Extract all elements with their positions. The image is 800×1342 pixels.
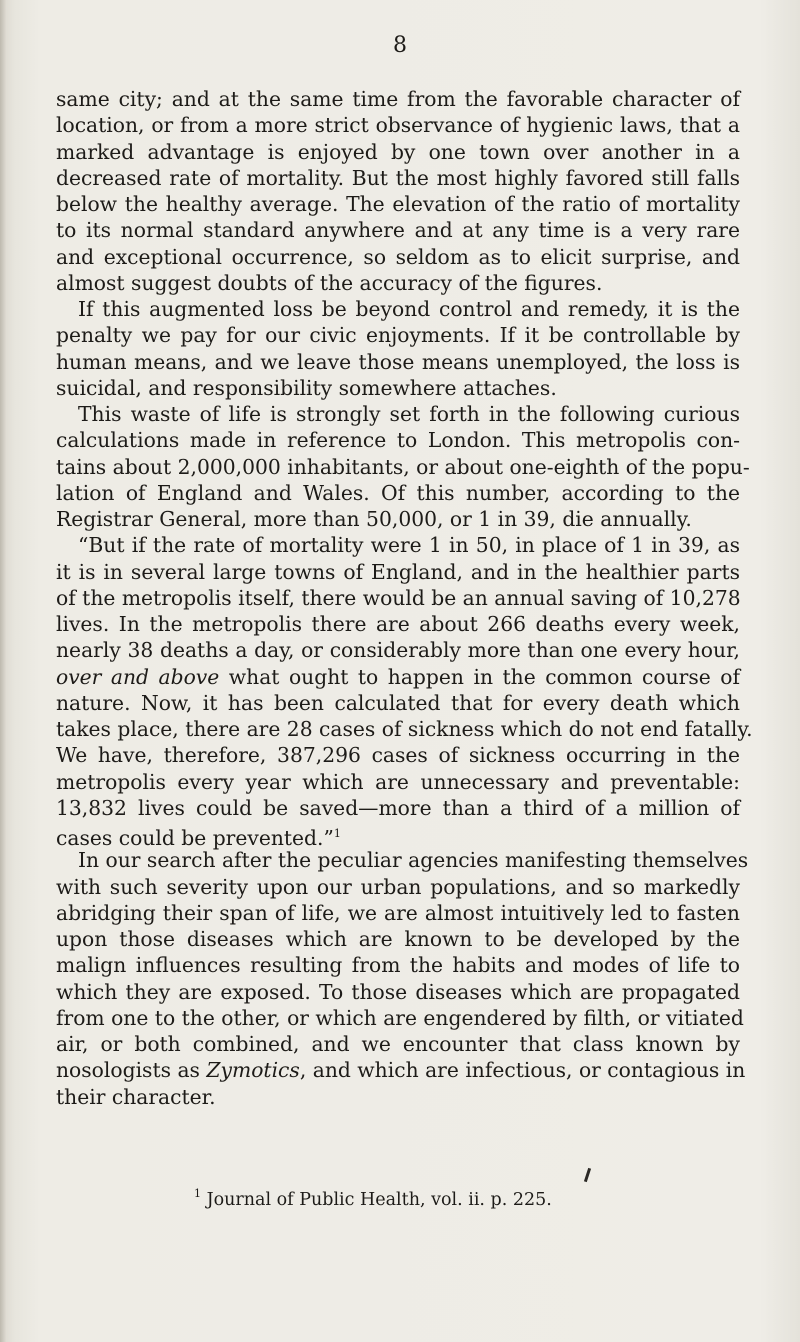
text-line: penalty we pay for our civic enjoyments. If it be controllable by [56, 323, 740, 348]
footnote [194, 1187, 552, 1210]
text-line: upon those diseases which are known to be developed by the [56, 927, 740, 951]
text-line: calculations made in reference to London. This metropolis con- [56, 428, 740, 453]
text-segment: cases could be prevented.” [56, 826, 334, 850]
footnote-text: Journal of Public Health, vol. ii. p. 225. [206, 1190, 552, 1210]
text-line: 13,832 lives could be saved—more than a third of a million of [56, 795, 740, 820]
text-line: air, or both combined, and we encounter that class known by [56, 1032, 740, 1056]
text-line: nature. Now, it has been calculated that for every death which [56, 690, 740, 715]
paragraph-start: This waste of life is strongly set forth in the following curious [78, 402, 740, 426]
italic-phrase: over and above [56, 664, 220, 689]
text-segment: nosologists as [56, 1058, 207, 1083]
book-spine-edge [0, 0, 6, 1342]
text-line: to its normal standard anywhere and at any time is a very rare [56, 218, 740, 243]
text-line: lives. In the metropolis there are about 266 deaths every week, [56, 612, 740, 636]
text-line: it is in several large towns of England, and in the healthier parts [56, 559, 740, 584]
text-line-with-footnote-ref [56, 821, 740, 850]
text-line: which they are exposed. To those diseases which are propagated [56, 979, 740, 1004]
paragraph-start: “But if the rate of mortality were 1 in 50, in place of 1 in 39, as [78, 533, 740, 558]
text-segment: what ought to happen in the common course of [219, 664, 741, 689]
text-line: same city; and at the same time from the favorable character of [56, 87, 740, 111]
text-line: with such severity upon our urban populations, and so markedly [56, 874, 740, 899]
footnote-reference: 1 [333, 827, 341, 840]
text-line-with-emphasis [56, 664, 740, 690]
text-line: their character. [56, 1084, 216, 1109]
text-line: and exceptional occurrence, so seldom as to elicit surprise, and [56, 244, 740, 269]
footnote-marker: 1 [194, 1187, 201, 1200]
text-line: metropolis every year which are unnecessary and preventable: [56, 769, 740, 794]
text-line: nearly 38 deaths a day, or considerably more than one every hour, [56, 638, 740, 663]
italic-term: Zymotics [206, 1058, 300, 1083]
text-line: decreased rate of mortality. But the most highly favored still falls [56, 165, 740, 190]
text-line: human means, and we leave those means unemployed, the loss is [56, 349, 740, 374]
text-line: suicidal, and responsibility somewhere attaches. [56, 375, 557, 400]
text-line: malign influences resulting from the habits and modes of life to [56, 953, 740, 978]
text-line: tains about 2,000,000 inhabitants, or about one-eighth of the popu- [56, 454, 750, 479]
text-line: below the healthy average. The elevation of the ratio of mortality [56, 192, 740, 216]
text-line-with-emphasis [56, 1057, 746, 1083]
text-line: almost suggest doubts of the accuracy of the figures. [56, 270, 603, 295]
page-number: 8 [393, 33, 407, 58]
text-line: Registrar General, more than 50,000, or 1 in 39, die annually. [56, 507, 692, 531]
paragraph-start: If this augmented loss be beyond control and remedy, it is the [78, 297, 740, 321]
text-line: marked advantage is enjoyed by one town over another in a [56, 139, 740, 164]
paragraph-start: In our search after the peculiar agencies manifesting themselves [78, 848, 749, 873]
text-segment: , and which are infectious, or contagious in [299, 1058, 746, 1083]
body-text [56, 86, 753, 1110]
text-line: location, or from a more strict observance of hygienic laws, that a [56, 113, 740, 138]
text-line: of the metropolis itself, there would be an annual saving of 10,278 [56, 585, 741, 610]
text-line: abridging their span of life, we are almost intuitively led to fasten [56, 900, 740, 925]
text-line: lation of England and Wales. Of this number, according to the [56, 480, 740, 505]
text-line: from one to the other, or which are engendered by filth, or vitiated [56, 1005, 744, 1030]
text-line: We have, therefore, 387,296 cases of sickness occurring in the [56, 743, 740, 768]
text-line: takes place, there are 28 cases of sickness which do not end fatally. [56, 717, 753, 741]
